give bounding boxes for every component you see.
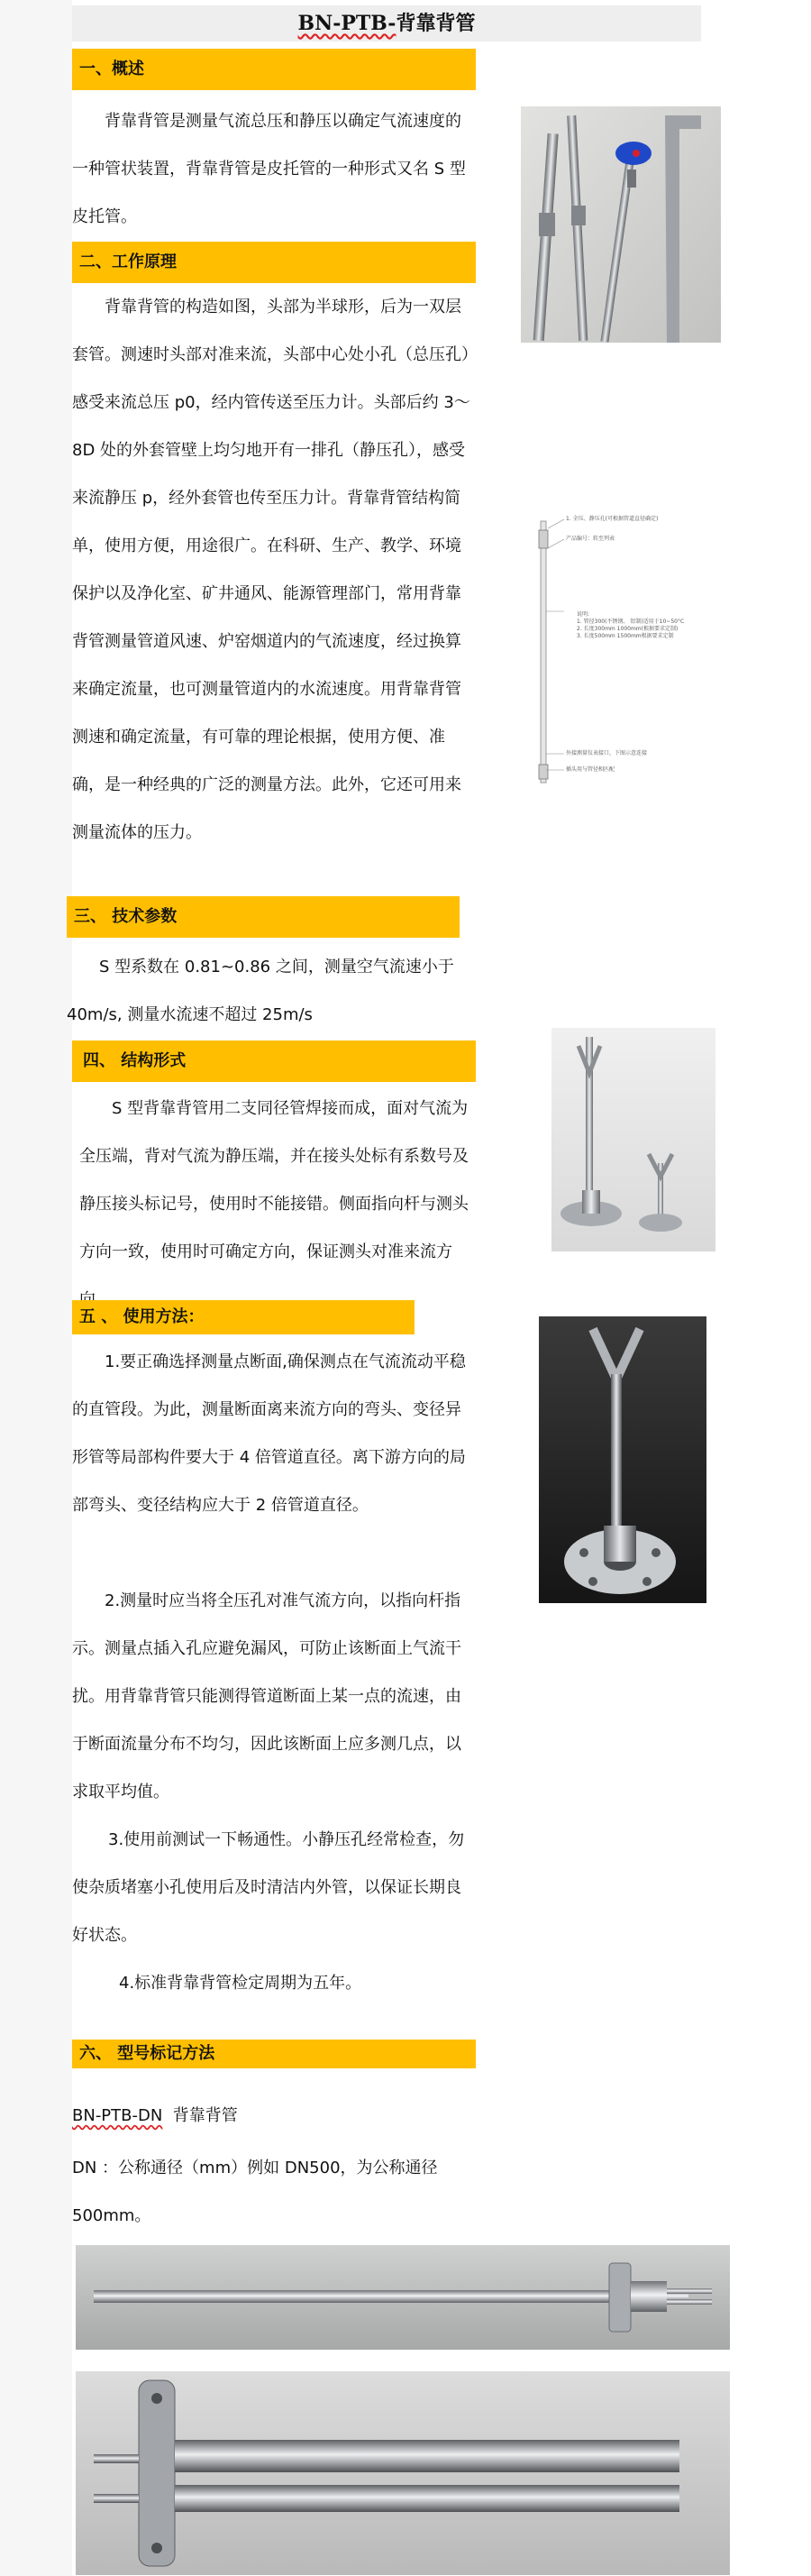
diagram-note-3: 3. 长度500mm 1500mm根据要求定制 (577, 633, 674, 639)
title-product-name: 背靠背管 (396, 12, 476, 35)
usage-step-3: 3.使用前测试一下畅通性。小静压孔经常检查，勿使杂质堵塞小孔使用后及时清洁内外管，以保证长期良好状态。 (72, 1830, 465, 1945)
usage-step-4: 4.标准背靠背管检定周期为五年。 (119, 1974, 362, 1993)
model-dn-description: DN ：公称通径（mm）例如 DN500，为公称通径 500mm。 (72, 2159, 443, 2225)
product-photo-flange-assembly (76, 2371, 730, 2575)
usage-step-2: 2.测量时应当将全压孔对准气流方向，以指向杆指示。测量点插入孔应避免漏风，可防止该断面上气流干扰。用背靠背管只能测得管道断面上某一点的流速，由于断面流量分布不均匀，因此该断面上应多测几点，以求取平均值。 (72, 1591, 461, 1801)
diagram-note-2: 2. 长度300mm 1000mm(根据要求定制) (577, 626, 679, 632)
parameters-text: S 型系数在 0.81~0.86 之间，测量空气流速小于 40m/s, 测量水流速不超过 25m/s (67, 958, 460, 1024)
diagram-note-plug: 插头用与管径相匹配 (566, 766, 615, 773)
diagram-note-1: 1. 管径300(不锈钢、 铝制)适用于10~50°C (577, 619, 685, 625)
diagram-note-interface: 外接测量仪表接口，下图示意连接 (566, 750, 648, 756)
section-heading-principle: 二、工作原理 (72, 242, 476, 283)
section-heading-parameters: 三、 技术参数 (67, 896, 460, 938)
principle-text: 背靠背管的构造如图，头部为半球形，后为一双层套管。测速时头部对准来流，头部中心处小孔（总压孔）感受来流总压 p0，经内管传送至压力计。头部后约 3～8D 处的外套管壁上均匀地开有一排孔（静压孔），感受来流静压 p，经外套管也传至压力计。背靠背管结构简单，使用方便，用途很广。在科研、生产、教学、环境保护以及净化室、矿井通风、能源管理部门，常用背靠背管测量管道风速、炉窑烟道内的气流速度，经过换算来确定流量，也可测量管道内的水流速度。用背靠背管测速和确定流量，有可靠的理论根据，使用方便、准确，是一种经典的广泛的测量方法。此外，它还可用来测量流体的压力。 (72, 298, 470, 842)
model-name: 背靠背管 (172, 2106, 238, 2125)
page-title (72, 5, 701, 41)
product-photo-long-tube (76, 2245, 730, 2350)
usage-step-1: 1.要正确选择测量点断面,确保测点在气流流动平稳的直管段。为此，测量断面离来流方向的弯头、变径异形管等局部构件要大于 4 倍管道直径。离下游方向的局部弯头、变径结构应大于 2 倍管道直径。 (72, 1352, 466, 1515)
diagram-note-product-number: 产品编号：转至列表 (566, 536, 615, 542)
section-heading-model: 六、 型号标记方法 (72, 2040, 476, 2068)
structure-text: S 型背靠背管用二支同径管焊接而成，面对气流为全压端，背对气流为静压端，并在接头处标有系数号及静压接头标记号，使用时不能接错。侧面指向杆与测头方向一致，使用时可确定方向，保证测头对准来流方 (79, 1099, 469, 1261)
section-heading-usage: 五 、 使用方法： (72, 1300, 415, 1334)
model-code: BN-PTB-DN (72, 2106, 163, 2125)
left-margin-shade (0, 0, 72, 2576)
product-photo-pitot-tubes (521, 106, 721, 343)
structure-diagram (521, 494, 746, 801)
section-heading-structure: 四、 结构形式 (72, 1040, 476, 1082)
diagram-note-heading: 说明: (577, 611, 590, 618)
model-code-line (72, 2103, 523, 2130)
title-model-code: BN-PTB- (297, 12, 396, 35)
overview-text: 背靠背管是测量气流总压和静压以确定气流速度的一种管状装置，背靠背管是皮托管的一种形式又名 S 型皮托管。 (72, 112, 466, 226)
product-photo-large-flange (539, 1316, 706, 1603)
section-heading-overview: 一、概述 (72, 49, 476, 90)
product-photo-flanged-tubes (551, 1028, 715, 1251)
diagram-note-holes: 1. 全压、静压孔(可根据管道直径确定) (566, 516, 659, 522)
